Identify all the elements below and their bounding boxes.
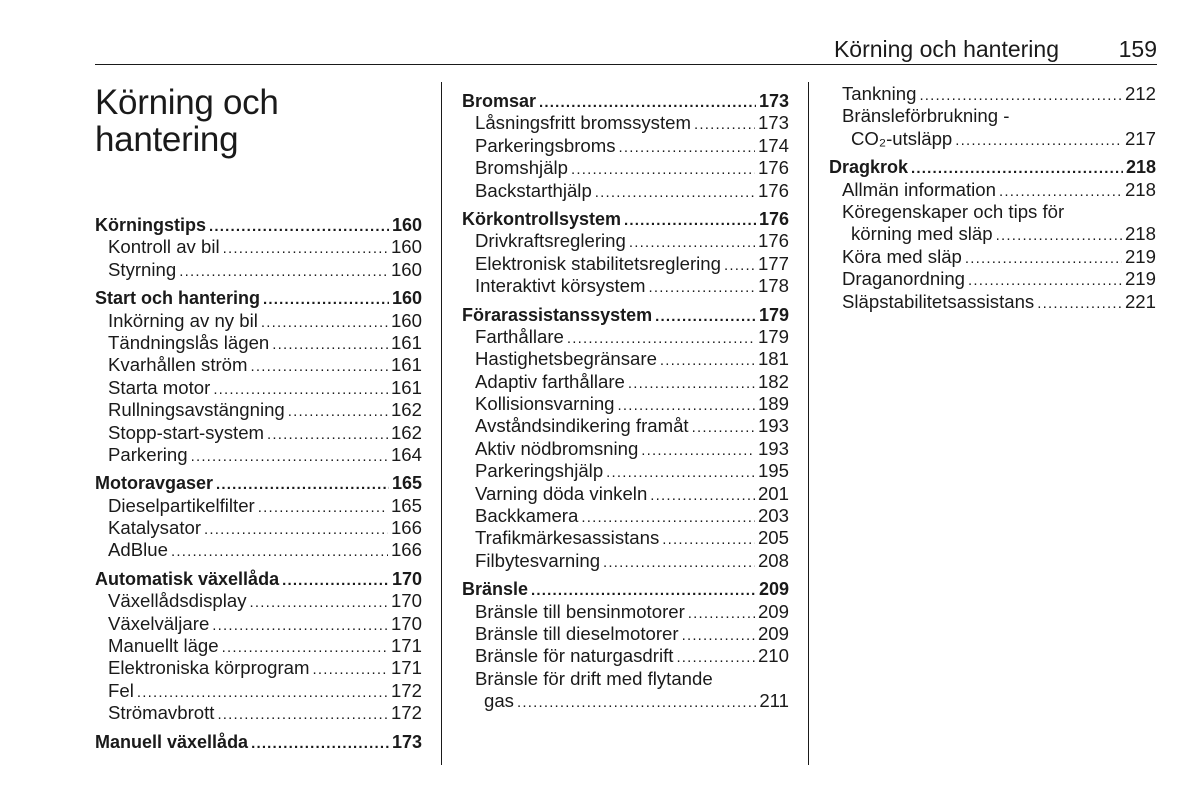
- toc-entry[interactable]: [829, 246, 1156, 268]
- toc-section-heading-page: 165: [391, 473, 422, 494]
- toc-entry-label: körning med släp: [851, 223, 993, 245]
- dot-leader: [191, 444, 388, 468]
- toc-section: [95, 731, 422, 753]
- dot-leader: [213, 377, 388, 401]
- toc-entry[interactable]: [829, 105, 1156, 127]
- toc-entry-label: CO₂-utsläpp: [851, 127, 953, 149]
- dot-leader: [261, 310, 388, 334]
- toc-section-heading-page: 179: [758, 304, 789, 325]
- toc-entry-label: Stopp-start-system: [108, 421, 265, 443]
- toc-section-heading-page: 209: [758, 579, 789, 600]
- toc-section-heading-label: Start och hantering: [95, 288, 261, 309]
- toc-section: [95, 287, 422, 466]
- toc-entry-label: Inkörning av ny bil: [108, 309, 258, 331]
- dot-leader: [919, 83, 1122, 107]
- dot-leader: [955, 128, 1122, 152]
- dot-leader: [251, 354, 388, 378]
- dot-leader: [649, 275, 755, 299]
- dot-leader: [267, 422, 388, 446]
- toc-section-heading[interactable]: [95, 214, 422, 236]
- dot-leader: [650, 483, 755, 507]
- chapter-title-line-2: hantering: [95, 120, 239, 159]
- dot-leader: [209, 214, 389, 238]
- toc-entry[interactable]: [462, 393, 789, 415]
- toc-section: [462, 304, 789, 573]
- dot-leader: [539, 90, 756, 114]
- toc-entry-label: Släpstabilitetsassistans: [842, 290, 1035, 312]
- toc-entry[interactable]: [462, 180, 789, 202]
- toc-section-heading-label: Motoravgaser: [95, 473, 214, 494]
- toc-entry[interactable]: [462, 460, 789, 482]
- toc-entry[interactable]: [462, 645, 789, 667]
- toc-entry[interactable]: [462, 623, 789, 645]
- toc-entry[interactable]: [829, 83, 1156, 105]
- toc-entry[interactable]: [95, 444, 422, 466]
- dot-leader: [251, 731, 389, 755]
- toc-entry-page: 209: [757, 600, 789, 622]
- toc-entry-page: 193: [757, 415, 789, 437]
- toc-entry-label: Farthållare: [475, 325, 564, 347]
- toc-entry[interactable]: [95, 657, 422, 679]
- toc-entry-page: 170: [390, 612, 422, 634]
- toc-entry-label: Parkeringshjälp: [475, 460, 604, 482]
- toc-entry-page: 161: [390, 354, 422, 376]
- toc-entry[interactable]: [462, 135, 789, 157]
- dot-leader: [216, 472, 389, 496]
- toc-entry-label: gas: [484, 690, 514, 712]
- column-divider: [808, 82, 809, 765]
- running-header: [95, 34, 1157, 65]
- toc-section: [829, 156, 1156, 313]
- toc-entry-page: 166: [390, 539, 422, 561]
- toc-entry-page: 176: [757, 157, 789, 179]
- toc-entry-label: Styrning: [108, 258, 177, 280]
- toc-section-heading-page: 173: [391, 731, 422, 752]
- toc-entry[interactable]: [95, 590, 422, 612]
- toc-entry-label: Starta motor: [108, 376, 211, 398]
- toc-entry-page: 164: [390, 443, 422, 465]
- toc-entry-page: 193: [757, 437, 789, 459]
- dot-leader: [571, 157, 755, 181]
- toc-entry[interactable]: [95, 399, 422, 421]
- dot-leader: [603, 550, 755, 574]
- toc-entry[interactable]: [95, 517, 422, 539]
- toc-section-heading[interactable]: [462, 90, 789, 112]
- toc-entry-label: Bränsle till dieselmotorer: [475, 622, 679, 644]
- toc-entry-page: 178: [757, 275, 789, 297]
- toc-entry-page: 221: [1124, 290, 1156, 312]
- toc-entry[interactable]: [462, 438, 789, 460]
- toc-entry-page: 161: [390, 376, 422, 398]
- toc-entry-label: Katalysator: [108, 517, 202, 539]
- dot-leader: [968, 268, 1122, 292]
- toc-entry[interactable]: [462, 690, 789, 712]
- toc-entry-page: 160: [390, 236, 422, 258]
- column-divider: [441, 82, 442, 765]
- page-number: 159: [1118, 36, 1157, 62]
- toc-section-heading-page: 218: [1125, 157, 1156, 178]
- dot-leader: [688, 601, 755, 625]
- toc-entry[interactable]: [95, 377, 422, 399]
- toc-entry-label: Bränsle för drift med flytande: [475, 667, 713, 689]
- toc-entry[interactable]: [95, 680, 422, 702]
- toc-entry-label: Tankning: [842, 83, 917, 104]
- toc-entry-label: Tändningslås lägen: [108, 331, 270, 353]
- toc-entry[interactable]: [829, 223, 1156, 245]
- toc-entry[interactable]: [462, 668, 789, 690]
- toc-entry-page: 203: [757, 505, 789, 527]
- toc-entry-label: Bromshjälp: [475, 157, 569, 179]
- toc-entry[interactable]: [95, 495, 422, 517]
- dot-leader: [204, 517, 388, 541]
- toc-section: [462, 90, 789, 202]
- toc-section-heading[interactable]: [95, 731, 422, 753]
- dot-leader: [694, 112, 755, 136]
- toc-entry[interactable]: [462, 371, 789, 393]
- toc-entry-label: Kontroll av bil: [108, 236, 220, 258]
- toc-section-heading-page: 170: [391, 568, 422, 589]
- dot-leader: [1037, 291, 1122, 315]
- toc-entry[interactable]: [462, 112, 789, 134]
- toc-section-heading-page: 176: [758, 208, 789, 229]
- toc-entry-label: Bränsle för naturgasdrift: [475, 645, 674, 667]
- toc-entry[interactable]: [462, 326, 789, 348]
- toc-section-heading-page: 160: [391, 288, 422, 309]
- toc-column-2: [462, 90, 789, 719]
- toc-entry-page: 161: [390, 331, 422, 353]
- toc-entry-page: 166: [390, 517, 422, 539]
- toc-section: [829, 83, 1156, 150]
- toc-entry[interactable]: [462, 415, 789, 437]
- dot-leader: [223, 236, 388, 260]
- toc-section-heading-label: Förarassistanssystem: [462, 304, 653, 325]
- toc-entry-page: 162: [390, 421, 422, 443]
- dot-leader: [531, 578, 756, 602]
- toc-entry[interactable]: [829, 179, 1156, 201]
- dot-leader: [692, 415, 755, 439]
- toc-entry-label: Drivkraftsreglering: [475, 230, 626, 252]
- toc-entry[interactable]: [95, 539, 422, 561]
- toc-section: [95, 568, 422, 725]
- toc-entry[interactable]: [462, 275, 789, 297]
- toc-entry-label: Strömavbrott: [108, 702, 215, 724]
- toc-entry[interactable]: [462, 550, 789, 572]
- toc-entry-page: 172: [390, 702, 422, 724]
- toc-section-heading[interactable]: [95, 287, 422, 309]
- toc-entry-label: Draganordning: [842, 268, 966, 290]
- toc-entry-label: Interaktivt körsystem: [475, 275, 646, 297]
- toc-entry-label: Rullningsavstängning: [108, 399, 285, 421]
- toc-section: [95, 472, 422, 562]
- toc-entry-label: Allmän information: [842, 178, 996, 200]
- dot-leader: [272, 332, 388, 356]
- toc-entry-page: 172: [390, 679, 422, 701]
- toc-entry-page: 211: [759, 690, 789, 712]
- toc-entry[interactable]: [462, 157, 789, 179]
- toc-entry[interactable]: [462, 505, 789, 527]
- toc-entry-label: Låsningsfritt bromssystem: [475, 112, 691, 134]
- dot-leader: [250, 590, 388, 614]
- running-title: Körning och hantering: [833, 36, 1059, 62]
- dot-leader: [965, 246, 1122, 270]
- toc-entry-page: 210: [757, 645, 789, 667]
- toc-entry-page: 173: [757, 112, 789, 134]
- toc-entry[interactable]: [95, 354, 422, 376]
- dot-leader: [179, 259, 388, 283]
- toc-section-heading[interactable]: [829, 156, 1156, 178]
- toc-section-heading[interactable]: [462, 578, 789, 600]
- dot-leader: [629, 230, 755, 254]
- toc-entry[interactable]: [462, 601, 789, 623]
- dot-leader: [581, 505, 755, 529]
- dot-leader: [660, 348, 755, 372]
- dot-leader: [618, 393, 755, 417]
- dot-leader: [217, 702, 388, 726]
- toc-section: [462, 208, 789, 298]
- toc-entry-label: Manuellt läge: [108, 635, 219, 657]
- toc-entry-label: Backstarthjälp: [475, 179, 592, 201]
- toc-entry-page: 219: [1124, 268, 1156, 290]
- toc-entry-label: Varning döda vinkeln: [475, 482, 648, 504]
- dot-leader: [282, 568, 389, 592]
- dot-leader: [263, 287, 389, 311]
- dot-leader: [999, 179, 1122, 203]
- toc-entry-page: 160: [390, 309, 422, 331]
- toc-entry-page: 171: [390, 657, 422, 679]
- toc-entry[interactable]: [462, 253, 789, 275]
- dot-leader: [517, 690, 756, 714]
- toc-entry-label: Bränsleförbrukning -: [842, 105, 1010, 127]
- dot-leader: [595, 180, 755, 204]
- toc-section-heading-label: Dragkrok: [829, 157, 909, 178]
- toc-entry-label: Elektroniska körprogram: [108, 657, 310, 679]
- dot-leader: [567, 326, 755, 350]
- toc-entry-label: Fel: [108, 679, 134, 701]
- toc-section-heading-label: Bränsle: [462, 579, 529, 600]
- toc-entry-page: 218: [1124, 223, 1156, 245]
- dot-leader: [288, 399, 388, 423]
- toc-entry-page: 165: [390, 494, 422, 516]
- toc-entry[interactable]: [95, 310, 422, 332]
- toc-entry[interactable]: [829, 201, 1156, 223]
- toc-column-3: [829, 83, 1156, 319]
- toc-entry-page: 217: [1124, 127, 1156, 149]
- dot-leader: [996, 223, 1122, 247]
- toc-entry-page: 176: [757, 230, 789, 252]
- toc-entry-label: Filbytesvarning: [475, 549, 601, 571]
- toc-entry[interactable]: [95, 422, 422, 444]
- toc-entry-label: Kvarhållen ström: [108, 354, 248, 376]
- toc-entry[interactable]: [462, 527, 789, 549]
- toc-entry-page: 160: [390, 258, 422, 280]
- dot-leader: [258, 495, 388, 519]
- dot-leader: [212, 613, 388, 637]
- dot-leader: [724, 253, 755, 277]
- toc-entry-label: Kollisionsvarning: [475, 393, 615, 415]
- dot-leader: [628, 371, 755, 395]
- toc-entry-label: Köra med släp: [842, 245, 962, 267]
- toc-section-heading-page: 160: [391, 215, 422, 235]
- dot-leader: [662, 527, 755, 551]
- toc-entry-label: Köregenskaper och tips för: [842, 200, 1065, 222]
- toc-entry-page: 201: [757, 482, 789, 504]
- toc-entry[interactable]: [95, 635, 422, 657]
- toc-entry-page: 162: [390, 399, 422, 421]
- toc-entry-label: Avståndsindikering framåt: [475, 415, 689, 437]
- toc-section: [462, 578, 789, 712]
- toc-section-heading[interactable]: [95, 472, 422, 494]
- toc-entry-page: 189: [757, 393, 789, 415]
- toc-section-heading-label: Körkontrollsystem: [462, 208, 622, 229]
- dot-leader: [171, 539, 388, 563]
- toc-entry[interactable]: [95, 613, 422, 635]
- dot-leader: [682, 623, 755, 647]
- toc-entry-label: Dieselpartikelfilter: [108, 494, 255, 516]
- toc-entry-page: 205: [757, 527, 789, 549]
- toc-entry[interactable]: [829, 268, 1156, 290]
- toc-entry-label: Elektronisk stabilitetsreglering: [475, 252, 721, 274]
- toc-section: [95, 214, 422, 281]
- dot-leader: [313, 657, 388, 681]
- dot-leader: [619, 135, 755, 159]
- toc-entry[interactable]: [829, 128, 1156, 150]
- toc-entry-page: 171: [390, 635, 422, 657]
- toc-entry[interactable]: [462, 483, 789, 505]
- toc-entry[interactable]: [462, 230, 789, 252]
- toc-entry-page: 174: [757, 134, 789, 156]
- toc-section-heading[interactable]: [95, 568, 422, 590]
- toc-entry-page: 177: [757, 252, 789, 274]
- toc-entry[interactable]: [829, 291, 1156, 313]
- toc-entry[interactable]: [95, 332, 422, 354]
- toc-entry-page: 179: [757, 325, 789, 347]
- toc-section-heading-page: 173: [758, 91, 789, 111]
- toc-entry-label: Parkering: [108, 443, 188, 465]
- dot-leader: [676, 645, 755, 669]
- toc-entry-page: 219: [1124, 245, 1156, 267]
- chapter-title-line-1: Körning och: [95, 83, 279, 122]
- toc-entry-page: 182: [757, 370, 789, 392]
- toc-section-heading[interactable]: [462, 208, 789, 230]
- toc-column-1: [95, 214, 422, 759]
- toc-entry-label: Adaptiv farthållare: [475, 370, 625, 392]
- toc-entry[interactable]: [462, 348, 789, 370]
- toc-section-heading[interactable]: [462, 304, 789, 326]
- dot-leader: [655, 304, 756, 328]
- toc-entry-page: 176: [757, 179, 789, 201]
- toc-section-heading-label: Bromsar: [462, 91, 537, 111]
- toc-entry-label: Backkamera: [475, 505, 579, 527]
- toc-entry-page: 170: [390, 590, 422, 612]
- toc-entry-label: Parkeringsbroms: [475, 134, 616, 156]
- toc-entry-page: 212: [1124, 83, 1156, 104]
- toc-entry-page: 181: [757, 348, 789, 370]
- toc-section-heading-label: Automatisk växellåda: [95, 568, 280, 589]
- toc-entry-page: 208: [757, 549, 789, 571]
- toc-entry-page: 209: [757, 622, 789, 644]
- toc-entry-label: Bränsle till bensinmotorer: [475, 600, 685, 622]
- dot-leader: [911, 156, 1123, 180]
- toc-entry[interactable]: [95, 702, 422, 724]
- toc-entry-label: Aktiv nödbromsning: [475, 437, 639, 459]
- dot-leader: [624, 208, 756, 232]
- toc-section-heading-label: Manuell växellåda: [95, 731, 249, 752]
- toc-section-heading-label: Körningstips: [95, 215, 206, 235]
- toc-entry-label: Växellådsdisplay: [108, 590, 247, 612]
- toc-entry-label: Trafikmärkesassistans: [475, 527, 660, 549]
- chapter-title: [95, 84, 415, 158]
- toc-entry[interactable]: [95, 259, 422, 281]
- toc-entry-label: Växelväljare: [108, 612, 210, 634]
- dot-leader: [222, 635, 388, 659]
- toc-entry-page: 195: [757, 460, 789, 482]
- toc-entry[interactable]: [95, 236, 422, 258]
- dot-leader: [641, 438, 755, 462]
- toc-entry-page: 218: [1124, 178, 1156, 200]
- dot-leader: [606, 460, 755, 484]
- toc-entry-label: AdBlue: [108, 539, 168, 561]
- dot-leader: [137, 680, 388, 704]
- toc-entry-label: Hastighetsbegränsare: [475, 348, 657, 370]
